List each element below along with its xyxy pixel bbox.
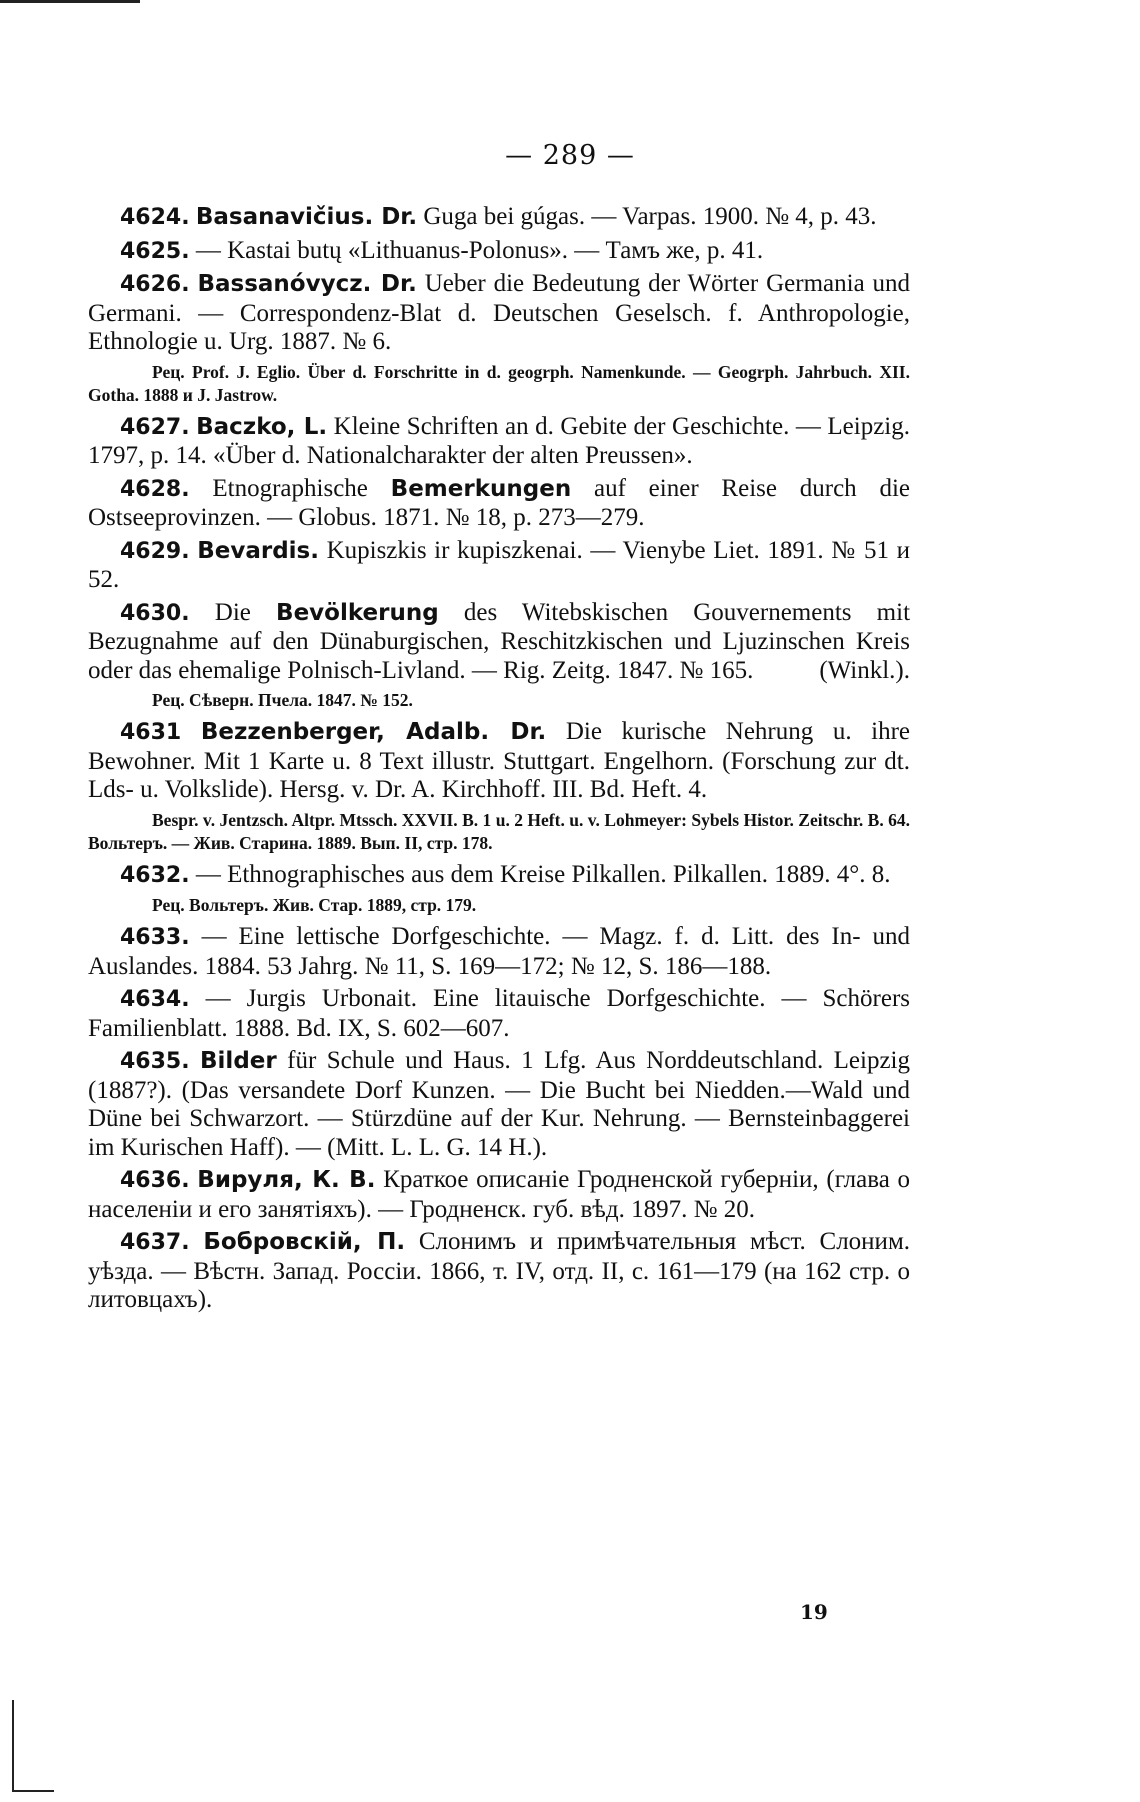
entry-keyword: Bemerkungen — [390, 475, 572, 502]
bibliography-list — [88, 203, 910, 1319]
entry-number: 4634. — [120, 987, 190, 1012]
entry-author: Basanavičius. Dr. — [195, 204, 418, 230]
entry-text: Kleine Schriften an d. Gebite der Geschichte. — Leipzig. 1797, p. 14. «Über d. Nationalcharakter der alten Preussen». — [88, 412, 910, 469]
review-4626: Рец. Prof. J. Eglio. Über d. Forschritte in d. geogrph. Namenkunde. — Geogrph. Jahrbuch. XII. Gotha. 1888 и J. Jastrow. — [88, 361, 910, 405]
entry-author: Bezzenberger, Adalb. Dr. — [200, 719, 547, 745]
entry-text: — Kastai butų «Lithuanus-Polonus». — Тамъ же, p. 41. — [195, 236, 764, 264]
entry-text: für Schule und Haus. 1 Lfg. Aus Norddeutschland. Leipzig (1887?). (Das versandete Dorf Kunzen. — Die Bucht bei Niedden.—Wald und Düne bei Schwarzort. — Stürzdüne auf der Kur. Nehrung. — Bernsteinbaggerei im Kurischen Haff). — (Mitt. L. L. G. 14 H.). — [88, 1047, 910, 1161]
entry-number: 4635. — [120, 1049, 190, 1074]
entry-4633 — [88, 923, 910, 981]
entry-author: Bevardis. — [197, 537, 319, 564]
entry-number: 4626. — [120, 272, 190, 297]
entry-number: 4632. — [120, 862, 190, 888]
entry-text: Слонимъ и примѣчательныя мѣст. Слоним. уѣзда. — Вѣстн. Запад. Россіи. 1866, т. IV, отд. II, с. 161—179 (на 162 стр. о литовцахъ). — [88, 1228, 911, 1313]
entry-author: Baczko, L. — [196, 413, 328, 440]
entry-4634 — [88, 985, 910, 1043]
entry-text-before: Etnographische — [212, 474, 368, 502]
entry-number: 4628. — [120, 476, 190, 502]
entry-number: 4624. — [120, 205, 190, 230]
review-4630: Рец. Сѣверн. Пчела. 1847. № 152. — [152, 690, 413, 710]
entry-4626 — [88, 270, 910, 357]
page-number: — 289 — — [505, 140, 635, 171]
entry-text: Die kurische Nehrung u. ihre Bewohner. Mit 1 Karte u. 8 Text illustr. Stuttgart. Engelhorn. (Forschung zur dt. Lds- u. Volkslide). Hersg. v. Dr. A. Kirchhoff. III. Bd. Heft. 4. — [88, 718, 911, 803]
review-4631: Bespr. v. Jentzsch. Altpr. Mtssch. XXVII. B. 1 u. 2 Heft. u. v. Lohmeyer: Sybels Histor. Zeitschr. B. 64. Вольтеръ. — Жив. Старина. 1889. Вып. II, стр. 178. — [88, 809, 910, 853]
entry-author: Бобровскій, П. — [203, 1229, 406, 1255]
entry-keyword: Bevölkerung — [276, 599, 439, 626]
entry-number: 4631 — [120, 720, 182, 745]
entry-author: Bilder — [200, 1048, 277, 1074]
entry-4630 — [88, 599, 910, 686]
entry-text: — Ethnographisches aus dem Kreise Pilkallen. Pilkallen. 1889. 4°. 8. — [195, 860, 891, 888]
entry-4625 — [88, 237, 910, 267]
entry-4628 — [88, 475, 910, 533]
entry-4629 — [88, 537, 910, 595]
entry-4632 — [88, 861, 910, 891]
entry-number: 4636. — [120, 1168, 190, 1193]
entry-text: Kupiszkis ir kupiszkenai. — Vienybe Liet. 1891. № 51 и 52. — [88, 536, 911, 593]
signature-mark: 19 — [800, 1600, 828, 1624]
entry-author: Вируля, К. В. — [197, 1167, 376, 1193]
scan-edge-mark-bottom — [12, 1700, 54, 1792]
entry-4635 — [88, 1047, 910, 1162]
entry-number: 4633. — [120, 925, 190, 950]
entry-number: 4629. — [120, 538, 190, 564]
entry-text: des Witebskischen Gouvernements mit Bezugnahme auf den Dünaburgischen, Reschitzkischen und Ljuzinschen Kreis oder das ehemalige Polnisch-Livland. — Rig. Zeitg. 1847. № 165. — [88, 598, 911, 684]
scan-edge-mark-top — [0, 0, 140, 13]
entry-4637 — [88, 1228, 910, 1315]
entry-number: 4627. — [120, 414, 190, 440]
entry-4631 — [88, 718, 910, 805]
entry-text-before: Die — [214, 598, 251, 626]
entry-4636 — [88, 1166, 910, 1224]
entry-text: Краткое описаніе Гродненской губерніи, (глава о населеніи и его занятіяхъ). — Гродненск. губ. вѣд. 1897. № 20. — [88, 1166, 911, 1223]
entry-text: — Eine lettische Dorfgeschichte. — Magz. f. d. Litt. des In- und Auslandes. 1884. 53 Jahrg. № 11, S. 169—172; № 12, S. 186—188. — [88, 923, 911, 980]
entry-text: — Jurgis Urbonait. Eine litauische Dorfgeschichte. — Schörers Familienblatt. 1888. Bd. IX, S. 602—607. — [88, 985, 910, 1042]
entry-author: Bassanóvycz. Dr. — [197, 271, 417, 297]
entry-4624 — [88, 203, 910, 233]
entry-number: 4637. — [120, 1230, 190, 1255]
entry-text: Ueber die Bedeutung der Wörter Germania und Germani. — Correspondenz-Blat d. Deutschen Geselsch. f. Anthropologie, Ethnologie u. Urg. 1887. № 6. — [88, 270, 911, 355]
entry-number: 4630. — [120, 600, 190, 626]
entry-text: auf einer Reise durch die Ostseeprovinzen. — Globus. 1871. № 18, p. 273—279. — [88, 474, 910, 531]
entry-4627 — [88, 413, 910, 471]
review-4632: Рец. Вольтеръ. Жив. Стар. 1889, стр. 179. — [152, 895, 477, 915]
entry-text: Guga bei gúgas. — Varpas. 1900. № 4, p. 43. — [423, 203, 877, 230]
entry-number: 4625. — [120, 238, 190, 264]
entry-attribution: (Winkl.). — [819, 656, 910, 684]
